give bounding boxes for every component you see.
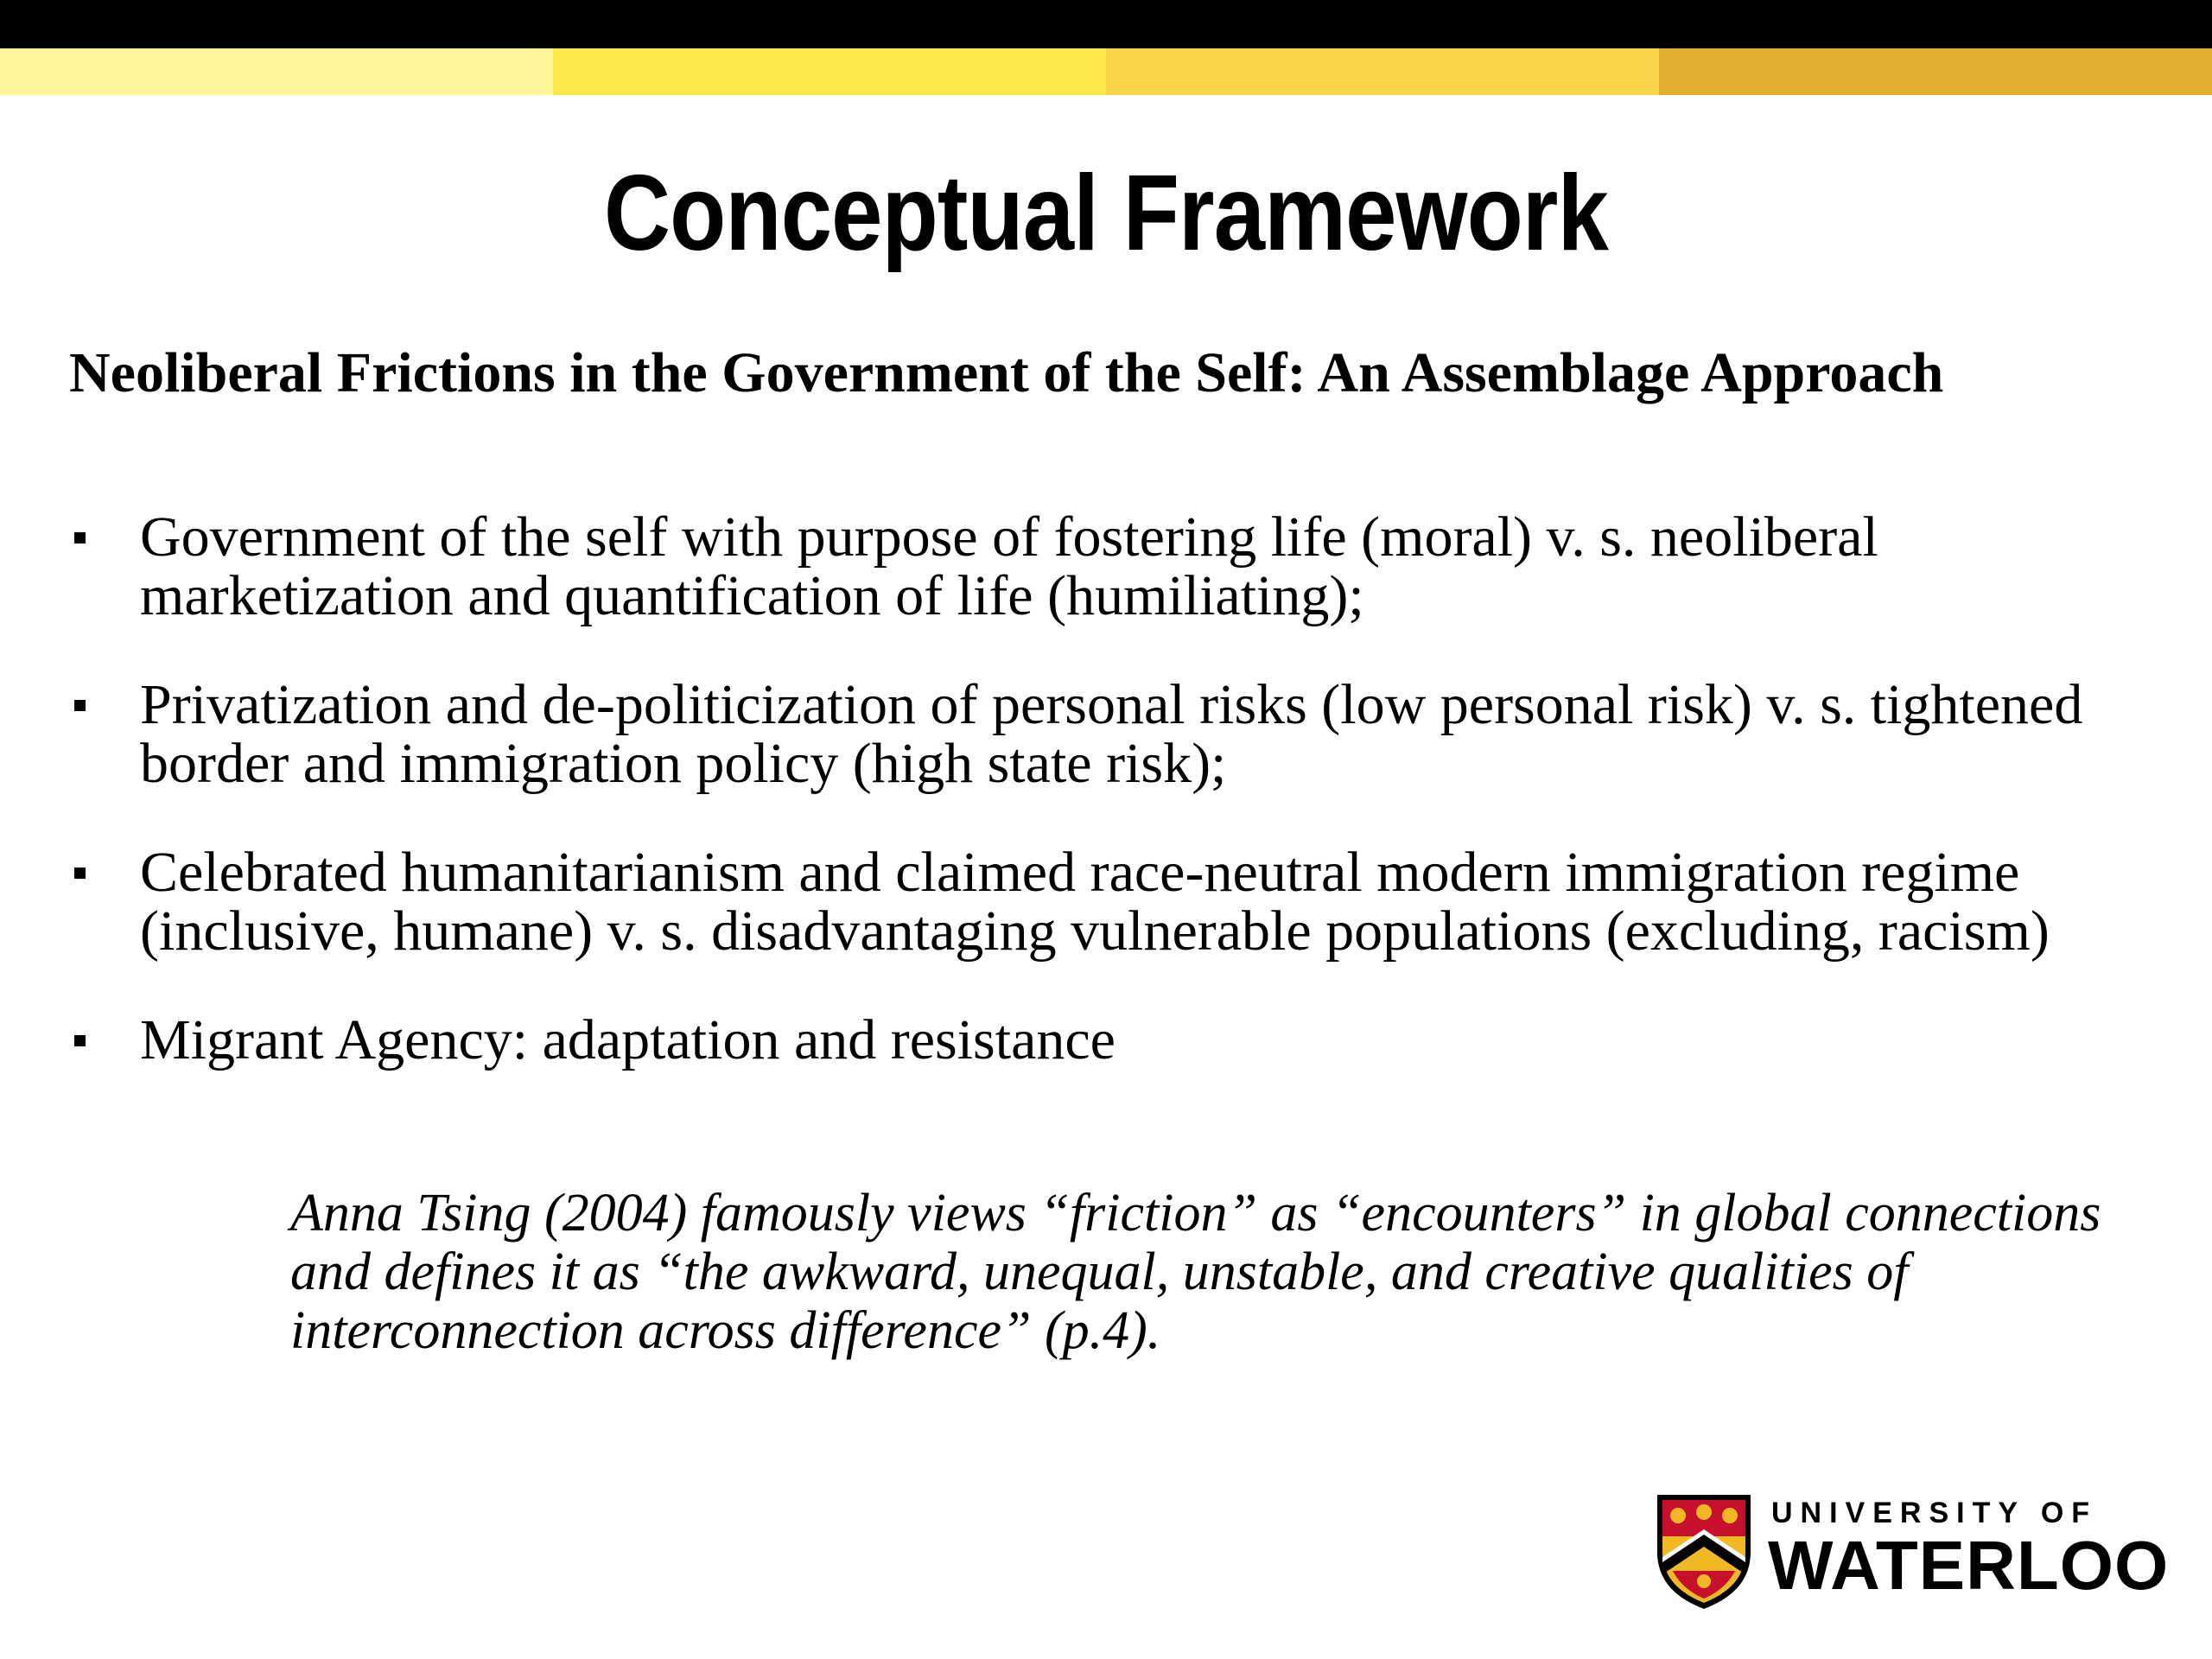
slide-subtitle: Neoliberal Frictions in the Government of the Self: An Assemblage Approach (69, 341, 1944, 404)
stripe-4 (1659, 48, 2212, 95)
tsing-quote: Anna Tsing (2004) famously views “friction” as “encounters” in global connections and defines it as “the awkward, unequal, unstable, and creative qualities of interconnection across difference” (p.4). (290, 1184, 2101, 1360)
bullet-item (69, 505, 2143, 627)
university-logo (1654, 1491, 2170, 1612)
square-bullet-icon (74, 1035, 86, 1046)
top-black-band (0, 0, 2212, 48)
logo-line-2: WATERLOO (1768, 1527, 2170, 1604)
bullet-item (69, 843, 2143, 961)
bullet-item (69, 673, 2143, 795)
header-color-stripes (0, 48, 2212, 95)
stripe-2 (553, 48, 1106, 95)
bullet-text: Migrant Agency: adaptation and resistance (140, 1008, 1116, 1071)
stripe-1 (0, 48, 553, 95)
square-bullet-icon (74, 532, 86, 543)
bullet-item (69, 1008, 2143, 1071)
square-bullet-icon (74, 700, 86, 711)
stripe-3 (1106, 48, 1659, 95)
logo-line-1: UNIVERSITY OF (1771, 1497, 2098, 1529)
bullet-text: Government of the self with purpose of fostering life (moral) v. s. neoliberal marketization and quantification of life (humiliating); (140, 505, 1878, 627)
slide-title: Conceptual Framework (603, 154, 1609, 273)
bullet-list (69, 505, 2143, 1120)
square-bullet-icon (74, 868, 86, 879)
bullet-text: Privatization and de-politicization of personal risks (low personal risk) v. s. tightened border and immigration policy (high state risk); (140, 673, 2083, 795)
university-wordmark (1768, 1491, 2170, 1612)
waterloo-crest-icon (1654, 1491, 1754, 1612)
bullet-text: Celebrated humanitarianism and claimed race-neutral modern immigration regime (inclusive, humane) v. s. disadvantaging vulnerable populations (excluding, racism) (140, 841, 2050, 963)
